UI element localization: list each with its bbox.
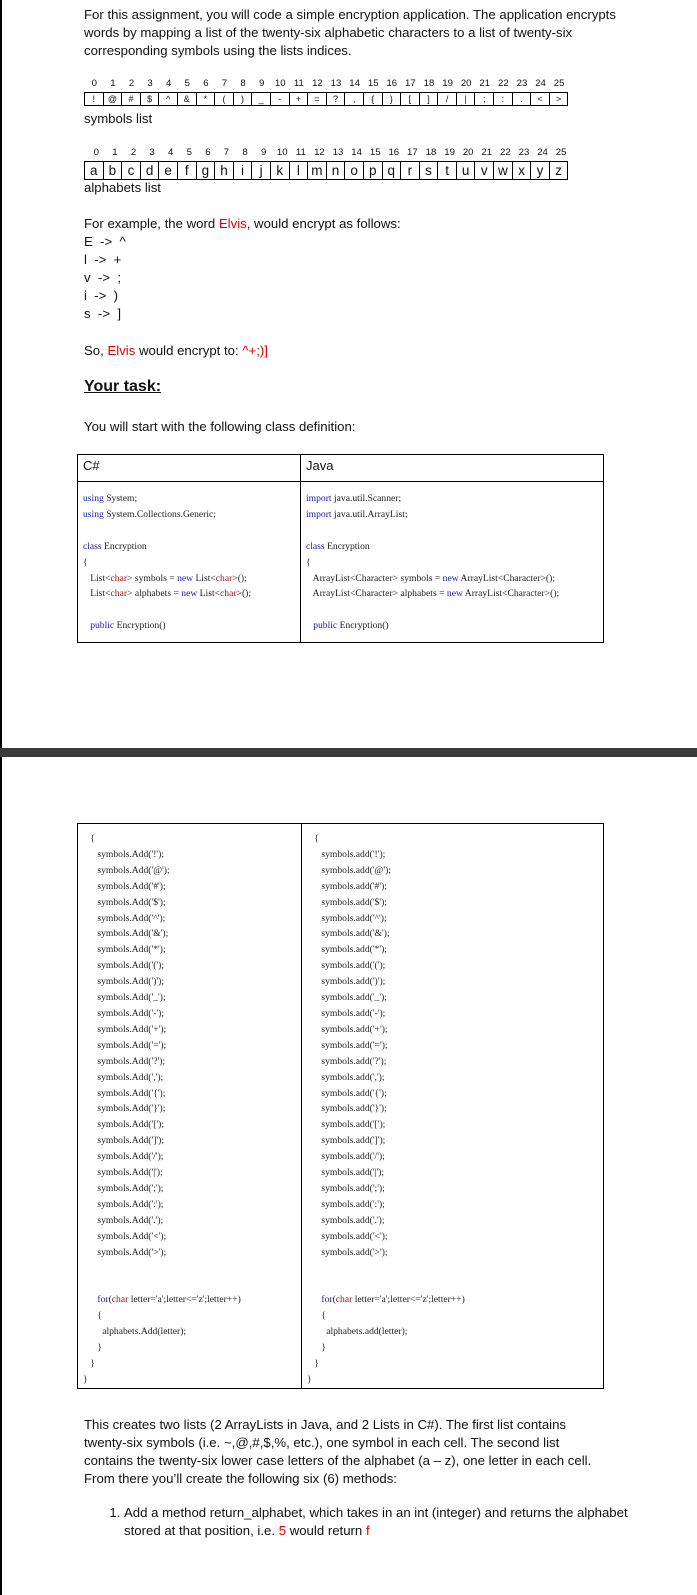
code-line: class Encryption [306,540,370,552]
code-line: symbols.Add('>'); [83,1246,167,1258]
alphabet-cell: z [555,163,563,178]
index-number: 20 [460,78,472,89]
alphabet-cell: y [531,162,550,179]
index-number: 16 [388,147,400,158]
code-line: symbols.add(':'); [307,1198,385,1210]
index-number: 8 [242,147,248,158]
alphabet-cell: e [159,162,178,179]
alphabet-cell: b [104,162,123,179]
symbol-cell: } [383,93,402,105]
index-number: 1 [112,147,118,158]
index-number: 15 [369,147,381,158]
code-line: symbols.Add('.'); [83,1214,164,1226]
code-line: using System; [83,493,138,504]
code-line: symbols.add('@'); [307,864,391,876]
symbol-cell: { [364,93,383,105]
start-text: You will start with the following class definition: [84,419,356,434]
index-number: 11 [293,78,304,89]
index-number: 18 [423,78,435,89]
index-number: 5 [184,78,190,89]
page-break [0,748,697,757]
code-line: symbols.Add('='); [83,1039,167,1051]
code-line: symbols.Add('('); [83,960,165,972]
code-line: symbols.add(','); [307,1071,385,1083]
code-line [307,1260,603,1276]
index-number: 20 [462,147,474,158]
code-line: class Encryption [83,540,147,552]
index-number: 18 [425,147,437,158]
method-item: 1. Add a method return_alphabet, which takes in an int (integer) and returns the alphabet stored at that position, i.e. 5 would return f [124,1504,644,1540]
index-number: 22 [498,78,509,89]
code-line: symbols.add(')'); [307,976,386,988]
index-number: 12 [312,78,323,89]
java-header: Java [301,455,604,482]
code-line: { [307,833,319,844]
symbol-cell: & [178,93,197,105]
symbol-cell: ? [327,93,346,105]
code-line: symbols.Add('}'); [83,1103,166,1115]
example-mapping-line: E -> ^ [84,234,126,249]
csharp-code-top [83,491,300,634]
code-line: import java.util.ArrayList; [306,508,408,520]
code-line: for(char letter='a';letter<='z';letter++) [321,1294,465,1306]
code-line: ArrayList<Character> symbols = new ArrayList<Character>(); [306,572,555,584]
index-number: 13 [332,147,344,158]
code-line: ArrayList<Character> alphabets = new ArrayList<Character>(); [306,588,560,600]
code-line: } [307,1373,312,1385]
index-number: 6 [205,147,211,158]
symbol-cell: < [531,93,550,105]
symbol-cell: ^ [159,93,178,105]
symbol-cell: | [457,93,476,105]
symbol-cell: : [494,93,513,105]
index-number: 24 [537,147,548,158]
example-result: So, Elvis would encrypt to: ^+;)] [84,343,268,358]
alphabet-cell: f [178,162,197,179]
code-line: symbols.Add('|'); [83,1167,163,1179]
methods-list [104,1504,644,1540]
example-sentence: For example, the word Elvis, would encrypt as follows: [84,216,401,231]
index-number: 24 [535,78,546,89]
index-number: 16 [386,78,398,89]
code-line [306,602,603,618]
code-line: symbols.add('|'); [307,1167,385,1179]
index-number: 6 [203,78,209,89]
page-border [0,757,2,1595]
code-line: import java.util.Scanner; [306,493,402,504]
index-number: 10 [276,147,288,158]
index-number: 9 [260,147,267,158]
alphabet-cell: p [364,162,383,179]
code-line: } [307,1342,326,1353]
index-number: 25 [555,147,567,158]
code-line: symbols.Add('-'); [83,1007,165,1019]
code-table-bottom [77,823,604,1389]
index-number: 12 [314,147,325,158]
code-line: symbols.add('['); [307,1119,386,1131]
code-line: symbols.add('/'); [307,1151,385,1163]
symbol-cell: ) [234,93,253,105]
code-line: symbols.add('-'); [307,1007,386,1019]
symbol-cell: + [290,93,309,105]
symbols-list-label: symbols list [84,111,153,126]
symbol-cell: # [122,93,141,105]
code-line: symbols.Add('{'); [83,1087,166,1099]
code-line [83,1276,301,1292]
code-line: } [83,1357,95,1369]
index-number: 23 [518,147,530,158]
symbol-cell: > [556,94,562,104]
index-number: 4 [166,78,172,89]
alphabet-cell: d [141,162,160,179]
code-line: using System.Collections.Generic; [83,508,216,520]
index-number: 21 [481,147,493,158]
index-number: 17 [407,147,418,158]
alphabet-cell: r [401,162,420,179]
symbol-cell: ; [475,93,494,105]
code-line: List<char> alphabets = new List<char>(); [83,588,251,600]
alphabet-cell: s [420,162,439,179]
explanation-paragraph: This creates two lists (2 ArrayLists in Java, and 2 Lists in C#). The first list contains twenty-six symbols (i.e. ~,@,#,$,%, etc.), one symbol in each cell. The second list contains the twenty-six lower case letters of the alphabet (a – z), one letter in each cell. From there you’ll create the following six (6) methods: [84,1417,592,1486]
alphabet-cell: a [85,162,104,179]
code-line: symbols.add('}'); [307,1103,387,1115]
alphabet-cell: w [494,162,513,179]
code-line: symbols.Add('$'); [83,896,166,908]
alphabet-cell: u [457,162,476,179]
task-heading: Your task: [84,378,162,395]
index-number: 13 [330,78,342,89]
symbol-cell: * [197,93,216,105]
code-line: symbols.Add('?'); [83,1055,166,1067]
code-line [83,1260,301,1276]
index-number: 3 [147,78,153,89]
alphabet-cell: n [327,162,346,179]
symbol-cell: - [271,93,290,105]
code-line: { [83,1310,102,1322]
code-line: alphabets.add(letter); [307,1326,408,1338]
symbol-cell: / [438,93,457,105]
code-line: } [307,1357,319,1369]
java-code-top [306,491,603,634]
index-number: 7 [223,147,230,158]
code-line [306,523,603,539]
index-number: 19 [442,78,453,89]
index-number: 1 [110,78,116,89]
index-number: 14 [351,147,362,158]
symbol-cell: , [345,93,364,105]
index-number: 21 [479,78,491,89]
alphabet-cell: c [122,162,141,179]
symbol-index-row [85,78,568,90]
alphabet-cell: k [271,162,290,179]
code-line: symbols.add('>'); [307,1246,388,1258]
code-line: symbols.add(';'); [307,1182,385,1194]
symbol-cell: ( [215,93,234,105]
alphabet-cell: v [475,162,494,179]
index-number: 14 [349,78,360,89]
csharp-header: C# [78,455,301,482]
index-number: 3 [149,147,155,158]
code-line: symbols.add('+'); [307,1023,388,1035]
code-line: symbols.add('('); [307,960,386,972]
symbol-cell: @ [104,93,123,105]
index-number: 10 [274,78,286,89]
code-line: public Encryption() [90,620,166,632]
code-line: symbols.Add('_'); [83,992,166,1004]
example-mapping-line: i -> ) [84,288,119,303]
index-number: 0 [91,78,97,89]
symbol-cell: . [513,93,532,105]
code-line: symbols.Add('/'); [83,1151,164,1163]
example-mapping-line: s -> ] [84,306,122,321]
code-line: for(char letter='a';letter<='z';letter++) [97,1294,241,1306]
index-number: 23 [516,78,528,89]
alphabet-cell: i [234,162,253,179]
code-line: symbols.add('!'); [307,848,386,860]
alphabet-cell: q [383,162,402,179]
index-number: 7 [221,78,228,89]
alphabet-cell: h [215,162,234,179]
alphabet-cell: g [197,162,216,179]
index-number: 8 [240,78,246,89]
code-line: { [306,556,311,568]
code-line: symbols.add('^'); [307,912,387,924]
symbol-cell: = [308,93,327,105]
index-number: 22 [500,147,511,158]
code-line [83,602,300,618]
index-number: 15 [367,78,379,89]
code-line: symbols.add('?'); [307,1055,387,1067]
code-line: symbols.Add('#'); [83,880,166,892]
alphabet-index-row [87,147,570,159]
code-line: } [83,1342,102,1353]
example-mapping-line: v -> ; [84,270,122,285]
code-line: symbols.add(']'); [307,1135,386,1147]
code-line: public Encryption() [313,620,389,632]
alphabet-cell: o [345,162,364,179]
code-line: symbols.Add('^'); [83,912,166,924]
code-line: { [307,1310,326,1322]
code-line: symbols.Add('*'); [83,944,166,956]
index-number: 2 [128,78,135,89]
symbol-cell: [ [401,93,420,105]
code-line: symbols.Add(';'); [83,1182,164,1194]
code-table-top [77,454,604,643]
code-line: symbols.Add(':'); [83,1198,164,1210]
code-line: symbols.add('{'); [307,1087,387,1099]
symbol-cell: ] [420,93,439,105]
code-line: symbols.Add('<'); [83,1230,167,1242]
code-line: symbols.add('.'); [307,1214,385,1226]
code-line: symbols.add('_'); [307,992,387,1004]
code-line: { [83,556,88,568]
code-line: symbols.Add(')'); [83,976,165,988]
index-number: 0 [93,147,99,158]
code-line: symbols.add('$'); [307,896,387,908]
example-mapping-line: l -> + [84,252,122,267]
code-line: { [83,833,95,844]
code-line: symbols.Add('+'); [83,1023,167,1035]
code-line: symbols.Add('!'); [83,848,165,860]
alphabet-cell: x [513,162,532,179]
intro-paragraph: For this assignment, you will code a simple encryption application. The application encrypts words by mapping a list of the twenty-six alphabetic characters to a list of twenty-six corresponding symbols using the lists indices. [84,7,616,58]
index-number: 2 [130,147,137,158]
alphabet-cell: j [252,162,271,179]
alphabet-cell: l [290,162,309,179]
code-line: symbols.add('*'); [307,944,387,956]
code-line: symbols.Add('@'); [83,864,170,876]
code-line: } [83,1373,88,1385]
symbol-cell: $ [141,93,160,105]
symbols-list-row [84,92,568,106]
alphabet-cell: m [308,162,327,179]
code-line: symbols.Add('&'); [83,928,169,940]
index-number: 9 [258,78,265,89]
alphabets-list-label: alphabets list [84,180,161,195]
alphabet-cell: t [438,162,457,179]
code-line: symbols.Add(','); [83,1071,164,1083]
index-number: 19 [444,147,455,158]
page-border [0,0,2,748]
index-number: 5 [186,147,192,158]
alphabets-list-row [84,161,568,180]
code-line [307,1276,603,1292]
code-line: symbols.add('='); [307,1039,388,1051]
index-number: 17 [405,78,416,89]
index-number: 25 [553,78,565,89]
symbol-cell: _ [252,93,271,105]
symbol-cell: ! [85,93,104,105]
code-line: symbols.add('&'); [307,928,390,940]
code-line: symbols.add('#'); [307,880,387,892]
code-line: List<char> symbols = new List<char>(); [83,572,247,584]
index-number: 11 [295,147,306,158]
code-line: symbols.Add(']'); [83,1135,165,1147]
csharp-code-bottom [83,831,301,1388]
code-line: symbols.Add('['); [83,1119,165,1131]
index-number: 4 [168,147,174,158]
code-line: alphabets.Add(letter); [83,1326,187,1338]
code-line [83,523,300,539]
code-line: symbols.add('<'); [307,1230,388,1242]
java-code-bottom [307,831,603,1388]
